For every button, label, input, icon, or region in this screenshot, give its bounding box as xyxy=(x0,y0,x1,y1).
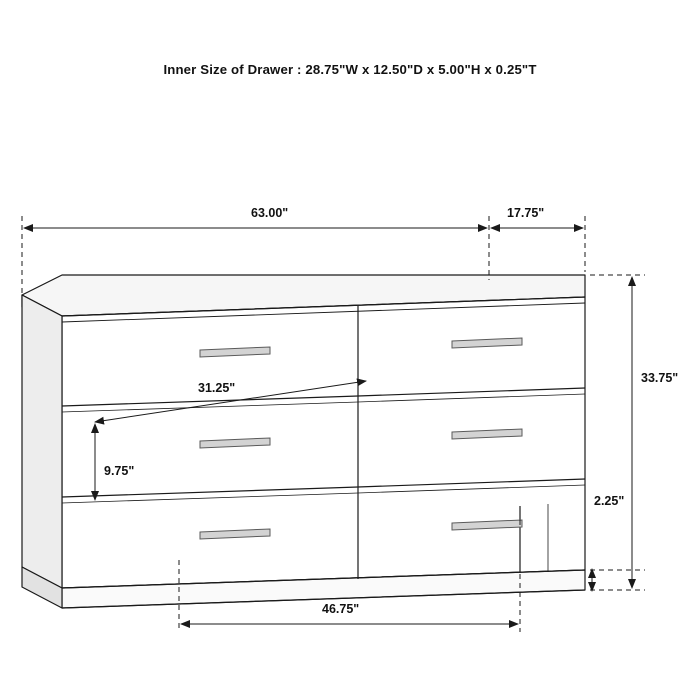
dim-label-base-225: 2.25" xyxy=(594,494,625,508)
page-title: Inner Size of Drawer : 28.75"W x 12.50"D x 5.00"H x 0.25"T xyxy=(163,62,537,77)
dim-label-base-4675: 46.75" xyxy=(322,602,360,616)
dim-label-height-3375: 33.75" xyxy=(641,371,679,385)
dim-label-drawer-3125: 31.25" xyxy=(198,381,236,395)
dim-label-width-63: 63.00" xyxy=(251,206,289,220)
dim-label-depth-1775: 17.75" xyxy=(507,206,545,220)
dresser-body xyxy=(22,275,585,608)
dresser-left-side xyxy=(22,295,62,588)
dim-label-drawer-975: 9.75" xyxy=(104,464,135,478)
